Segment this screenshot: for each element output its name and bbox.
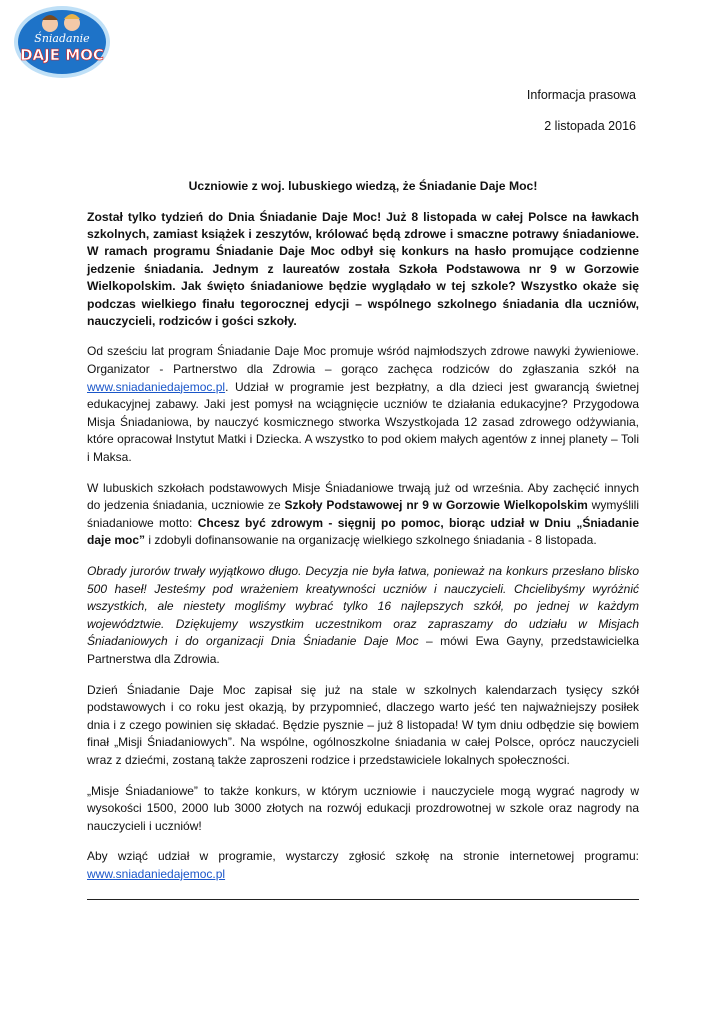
school-motto: Chcesz być zdrowym - sięgnij po pomoc, biorąc udział w Dniu „Śniadanie daje moc” [87, 515, 640, 548]
paragraph-text: i zdobyli dofinansowanie na organizację wielkiego szkolnego śniadania - 8 listopada. [145, 533, 597, 548]
lead-paragraph: Został tylko tydzień do Dnia Śniadanie Daje Moc! Już 8 listopada w całej Polsce na ławkach szkolnych, zamiast książek i zeszytów, królować będą zdrowe i smaczne potrawy śniadaniowe. W ramach programu Śniadanie Daje Moc odbył się konkurs na hasło promujące codzienne jedzenie śniadania. Jednym z laureatów została Szkoła Podstawowa nr 9 w Gorzowie Wielkopolskim. Jak święto śniadaniowe będzie wyglądało w tej szkole? Wszystko okaże się podczas wielkiego finału tegorocznej edycji – wspólnego szkolnego śniadania dla uczniów, nauczycieli, rodziców i gości szkoły. [87, 209, 639, 329]
sniadanie-daje-moc-logo [12, 4, 112, 80]
school-name: Szkoły Podstawowej nr 9 w Gorzowie Wielkopolskim [284, 498, 588, 513]
paragraph-text: . Udział w programie jest bezpłatny, a dla dzieci jest gwarancją świetnej edukacyjnej zabawy. Jaki jest pomysł na wciągnięcie uczniów te działania edukacyjne? Przygodowa Misja Śniadaniowa, by nauczyć kosmicznego stworka Wszystkojada 12 zasad zdrowego odżywiania, które opracował Instytut Matki i Dziecka. A wszystko to pod okiem małych agentów z innej planety – Toli i Maksa. [87, 379, 639, 464]
paragraph-text: wymyślili śniadaniowe motto: [87, 498, 639, 530]
signup-website-link[interactable]: www.sniadaniedajemoc.pl [87, 866, 226, 881]
document-type: Informacja prasowa [526, 88, 636, 102]
program-website-link[interactable]: www.sniadaniedajemoc.pl [87, 379, 226, 394]
paragraph-text: W lubuskich szkołach podstawowych Misje Śniadaniowe trwają już od września. Aby zachęcić innych do jedzenia śniadania, uczniowie ze [87, 480, 639, 513]
paragraph-quote [87, 563, 639, 669]
svg-text:Śniadanie: Śniadanie [34, 32, 90, 45]
quote-attribution: – mówi Ewa Gayny, przedstawicielka Partnerstwa dla Zdrowia. [87, 634, 640, 666]
paragraph-lubuskie [87, 480, 639, 550]
paragraph-text: Od sześciu lat program Śniadanie Daje Moc promuje wśród najmłodszych zdrowe nawyki żywieniowe. Organizator - Partnerstwo dla Zdrowia – gorąco zachęca rodziców do zgłaszania szkół na [87, 344, 639, 377]
press-release-body [87, 178, 639, 896]
paragraph-text: Aby wziąć udział w programie, wystarczy zgłosić szkołę na stronie internetowej programu: [87, 849, 639, 864]
jury-quote: Obrady jurorów trwały wyjątkowo długo. Decyzja nie była łatwa, ponieważ na konkurs przesłano blisko 500 haseł! Jesteśmy pod wrażeniem kreatywności uczniów i nauczycieli. Chcielibyśmy wyróżnić wszystkich, ale niestety mogliśmy wybrać tylko 16 najlepszych szkół, po jednej w każdym województwie. Dziękujemy wszystkim uczestnikom oraz zapraszamy do udziału w Misjach Śniadaniowych i do organizacji Dnia Śniadanie Daje Moc [87, 563, 639, 649]
document-date: 2 listopada 2016 [544, 119, 636, 133]
paragraph-program [87, 343, 639, 466]
svg-text:DAJE MOC: DAJE MOC [20, 46, 104, 64]
paragraph-contest: „Misje Śniadaniowe” to także konkurs, w którym uczniowie i nauczyciele mogą wygrać nagrody w wysokości 1500, 2000 lub 3000 złotych na rozwój edukacji prozdrowotnej w szkole oraz nagrody na nauczycieli i uczniów! [87, 783, 639, 833]
paragraph-signup [87, 848, 639, 883]
footer-divider [87, 899, 639, 900]
paragraph-breakfast-day: Dzień Śniadanie Daje Moc zapisał się już na stale w szkolnych kalendarzach tysięcy szkół podstawowych i co roku jest okazją, by przypomnieć, dlaczego warto jeść ten najważniejszy posiłek dnia i z czego powinien się składać. Będzie pysznie – już 8 listopada! W tym dniu odbędzie się bowiem finał „Misji Śniadaniowych”. Na wspólne, ogólnoszkolne śniadania w całej Polsce, oprócz nauczycieli wraz z dziećmi, zostaną także zaproszeni rodzice i przedstawiciele lokalnych społeczności. [87, 682, 639, 767]
page-title: Uczniowie z woj. lubuskiego wiedzą, że Śniadanie Daje Moc! [188, 179, 538, 193]
logo-emblem-icon [12, 4, 112, 80]
